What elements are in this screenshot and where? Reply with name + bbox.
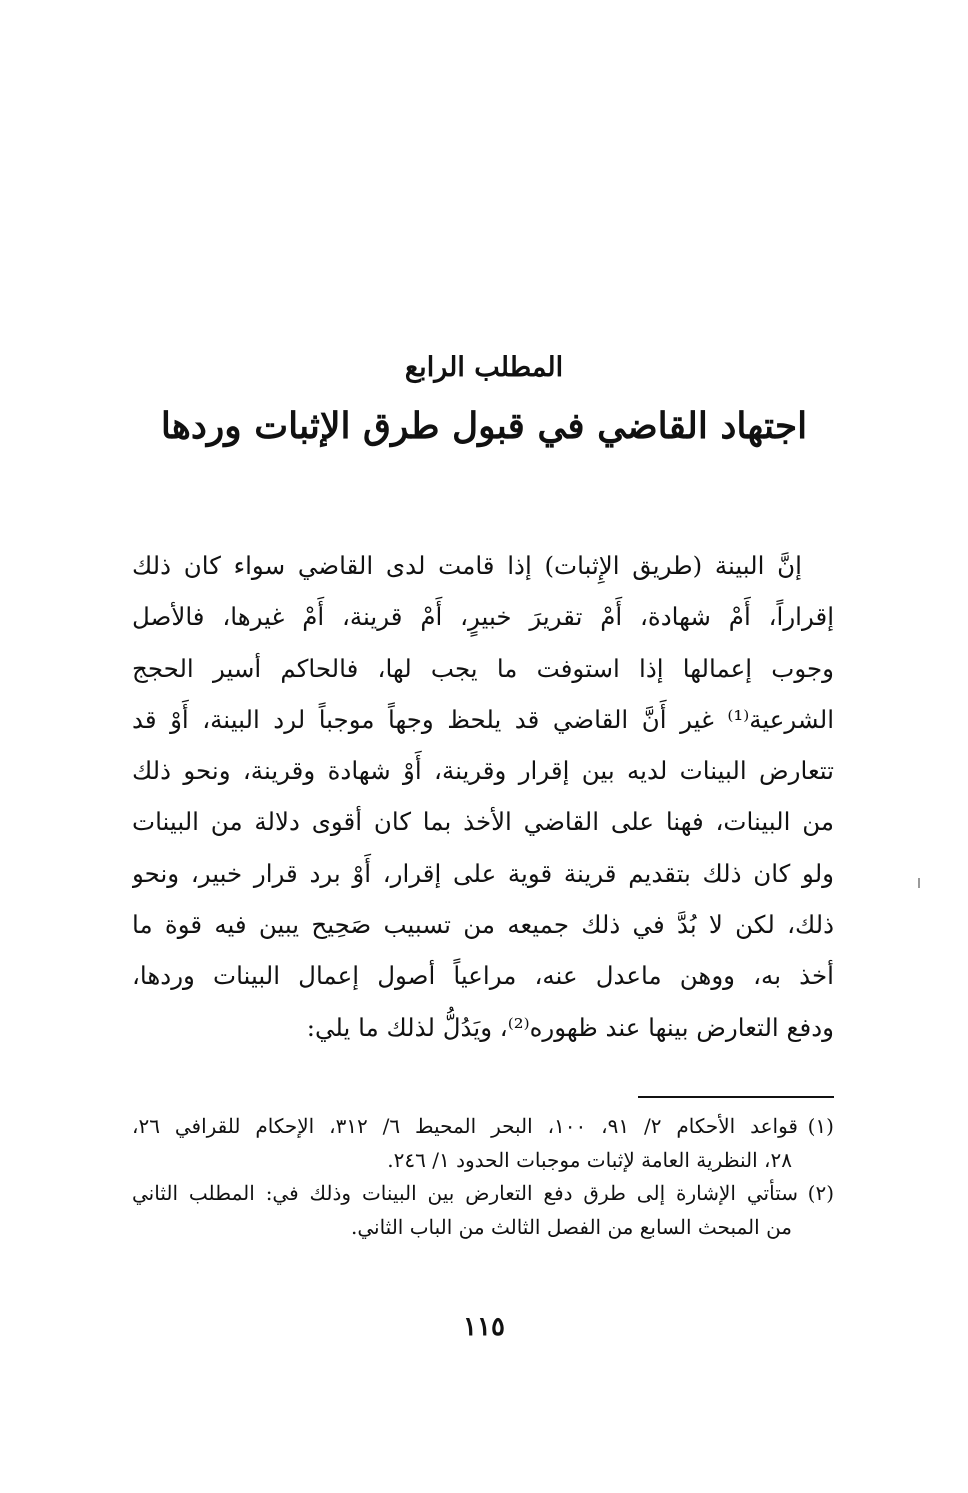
scan-speck [918, 878, 920, 888]
footnote-2 [132, 1177, 834, 1211]
body-line: ودفع التعارض بينها عند ظهوره⁽²⁾، ويَدُلُّ لذلك ما يلي: [306, 1012, 834, 1042]
body-line: الشرعية⁽¹⁾ غير أَنَّ القاضي قد يلحظ وجهاً موجباً لرد البينة، أَوْ قد [132, 704, 834, 734]
footnote-separator [638, 1096, 834, 1098]
body-paragraph [132, 540, 834, 1053]
footnote-text: قواعد الأحكام ٢/ ٩١، ١٠٠، البحر المحيط ٦/ ٣١٢، الإحكام للقرافي ٢٦، [132, 1114, 798, 1138]
page-number: ١١٥ [463, 1312, 505, 1342]
footnote-number: (٢) [807, 1181, 834, 1205]
section-subtitle: المطلب الرابع [404, 352, 564, 383]
footnotes [132, 1110, 834, 1244]
body-line: إقراراً، أَمْ شهادة، أَمْ تقريرَ خبيرٍ، أَمْ قرينة، أَمْ غيرها، فالأصل [132, 602, 834, 632]
body-line: من البينات، فهنا على القاضي الأخذ بما كان أقوى دلالة من البينات [132, 807, 834, 837]
footnote-text: ستأتي الإشارة إلى طرق دفع التعارض بين البينات وذلك في: المطلب الثاني [132, 1181, 798, 1205]
body-line: وجوب إعمالها إذا استوفت ما يجب لها، فالحاكم أسير الحجج [132, 653, 834, 683]
body-line: أخذ به، ووهن ماعدل عنه، مراعياً أصول إعمال البينات وردها، [132, 961, 834, 991]
body-line: ولو كان ذلك بتقديم قرينة قوية على إقرار، أَوْ برد قرار خبير، ونحو [132, 858, 834, 888]
footnote-2-continuation: من المبحث السابع من الفصل الثالث من الباب الثاني. [350, 1214, 792, 1239]
body-line: إنَّ البينة (طريق الإِثبات) إذا قامت لدى القاضي سواء كان ذلك [132, 551, 802, 580]
section-title: اجتهاد القاضي في قبول طرق الإثبات وردها [160, 405, 808, 447]
footnote-1-continuation: ٢٨، النظرية العامة لإثبات موجبات الحدود ١/ ٢٤٦. [387, 1147, 792, 1172]
footnote-number: (١) [807, 1114, 834, 1138]
body-line: تتعارض البينات لديه بين إقرار وقرينة، أَوْ شهادة وقرينة، ونحو ذلك [132, 756, 834, 786]
body-line: ذلك، لكن لا بُدَّ في ذلك جميعه من تسبيب صَحِيح يبين فيه قوة ما [132, 910, 834, 940]
footnote-1 [132, 1110, 834, 1144]
